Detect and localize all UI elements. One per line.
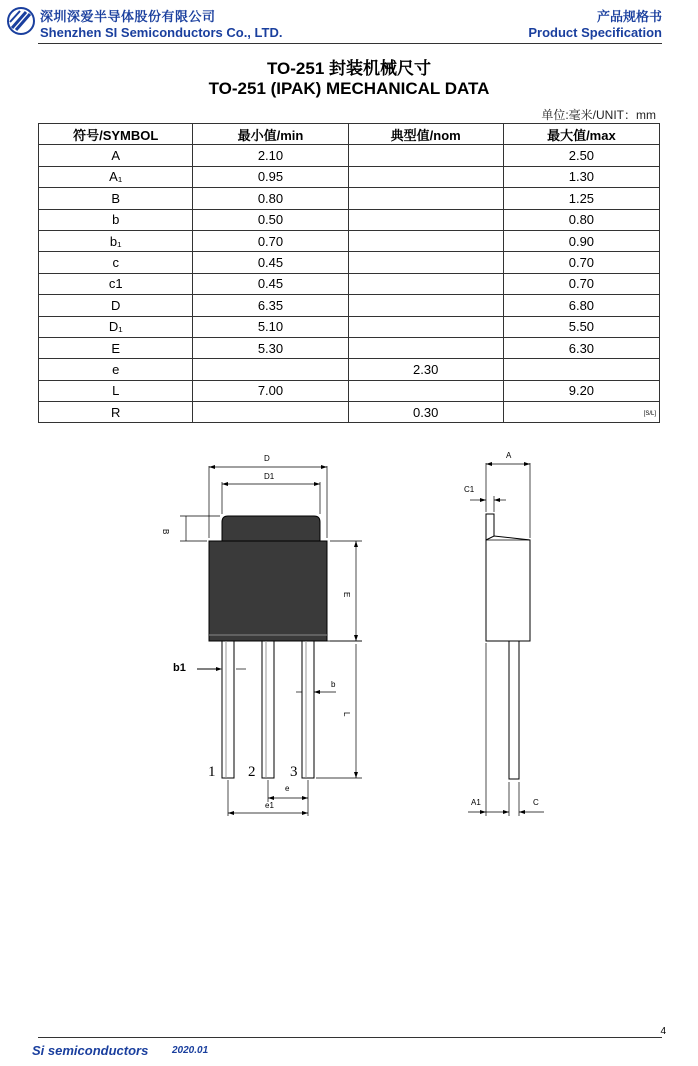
cell-min: 6.35: [193, 295, 348, 316]
lead-3: [302, 641, 314, 778]
cell-symbol: c: [39, 252, 193, 273]
header-divider: [38, 43, 662, 44]
cell-nom: [348, 337, 503, 358]
label-e: E: [342, 592, 351, 598]
table-row: [39, 337, 660, 358]
cell-max: 1.30: [503, 166, 659, 187]
package-body: [209, 541, 327, 641]
cell-min: 0.70: [193, 230, 348, 251]
label-a1: A1: [471, 798, 481, 807]
label-c: C: [533, 798, 539, 807]
page-number: 4: [660, 1026, 666, 1037]
pin-2-number: 2: [248, 764, 256, 780]
label-e1: e1: [265, 801, 274, 810]
company-name-en: Shenzhen SI Semiconductors Co., LTD.: [40, 25, 283, 40]
cell-nom: [348, 273, 503, 294]
table-row: [39, 273, 660, 294]
cell-nom: [348, 188, 503, 209]
dim-b1-arrow: [216, 667, 222, 671]
cell-nom: 0.30: [348, 402, 503, 423]
cell-min: 5.30: [193, 337, 348, 358]
package-drawing: [0, 430, 698, 830]
footer-divider: [38, 1037, 662, 1038]
cell-symbol: c1: [39, 273, 193, 294]
cell-symbol: e: [39, 359, 193, 380]
table-row: [39, 188, 660, 209]
side-lead: [509, 641, 519, 779]
cell-symbol: B: [39, 188, 193, 209]
cell-min: 2.10: [193, 145, 348, 166]
table-row: [39, 359, 660, 380]
cell-nom: [348, 252, 503, 273]
cell-nom: [348, 230, 503, 251]
cell-min: [193, 402, 348, 423]
doc-type-cn: 产品规格书: [596, 9, 662, 24]
cell-max: 0.70: [503, 252, 659, 273]
label-b-small: b: [331, 680, 336, 689]
table-row: [39, 402, 660, 423]
cell-min: 0.95: [193, 166, 348, 187]
package-tab: [222, 516, 320, 541]
page-title-cn: TO-251 封装机械尺寸: [266, 59, 432, 78]
dim-c1-arrows: [480, 498, 500, 502]
cell-nom: [348, 166, 503, 187]
page-header: [0, 0, 698, 46]
cell-max: 5.50: [503, 316, 659, 337]
cell-max: 6.30: [503, 337, 659, 358]
cell-nom: 2.30: [348, 359, 503, 380]
table-row: [39, 316, 660, 337]
doc-type-en: Product Specification: [528, 25, 662, 40]
dim-c-arrow: [519, 810, 525, 814]
header-symbol: 符号/SYMBOL: [39, 124, 193, 145]
cell-nom: [348, 145, 503, 166]
company-logo-icon: [6, 6, 36, 36]
footer-date: 2020.01: [172, 1045, 209, 1056]
label-a: A: [506, 451, 512, 460]
label-d1: D1: [264, 472, 275, 481]
dimension-table: [38, 123, 660, 423]
side-view: [468, 462, 544, 816]
label-c1: C1: [464, 485, 475, 494]
cell-max: 6.80: [503, 295, 659, 316]
table-body: [39, 145, 660, 423]
label-l: L: [342, 712, 351, 717]
dim-b-arrow: [314, 690, 320, 694]
cell-symbol: A₁: [39, 166, 193, 187]
label-b1: b1: [173, 662, 186, 674]
cell-nom: [348, 316, 503, 337]
page-title-en: TO-251 (IPAK) MECHANICAL DATA: [208, 79, 490, 98]
lead-2: [262, 641, 274, 778]
header-nom: 典型值/nom: [348, 124, 503, 145]
cell-min: 0.50: [193, 209, 348, 230]
table-row: [39, 295, 660, 316]
cell-min: 0.80: [193, 188, 348, 209]
cell-symbol: b₁: [39, 230, 193, 251]
table-row: [39, 145, 660, 166]
table-row: [39, 252, 660, 273]
si-tag: [S/L]: [643, 410, 656, 417]
cell-symbol: L: [39, 380, 193, 401]
cell-symbol: D₁: [39, 316, 193, 337]
cell-max: 0.70: [503, 273, 659, 294]
table-row: [39, 209, 660, 230]
pin-3-number: 3: [290, 764, 298, 780]
cell-max: 9.20: [503, 380, 659, 401]
cell-symbol: E: [39, 337, 193, 358]
cell-min: 0.45: [193, 252, 348, 273]
header-max: 最大值/max: [503, 124, 659, 145]
cell-max: 0.80: [503, 209, 659, 230]
header-min: 最小值/min: [193, 124, 348, 145]
pin-1-number: 1: [208, 764, 216, 780]
company-name-cn: 深圳深爱半导体股份有限公司: [40, 9, 216, 24]
cell-max: 1.25: [503, 188, 659, 209]
table-header-row: [39, 124, 660, 145]
cell-min: 0.45: [193, 273, 348, 294]
cell-symbol: b: [39, 209, 193, 230]
cell-max: [503, 402, 659, 423]
cell-max: 0.90: [503, 230, 659, 251]
cell-min: [193, 359, 348, 380]
footer-brand: Si semiconductors: [32, 1043, 149, 1058]
side-body: [486, 536, 530, 641]
label-d: D: [264, 454, 270, 463]
cell-symbol: R: [39, 402, 193, 423]
cell-max: [503, 359, 659, 380]
label-pitch-e: e: [285, 784, 290, 793]
cell-nom: [348, 380, 503, 401]
cell-min: 5.10: [193, 316, 348, 337]
cell-min: 7.00: [193, 380, 348, 401]
lead-1: [222, 641, 234, 778]
cell-symbol: A: [39, 145, 193, 166]
table-row: [39, 380, 660, 401]
label-b: B: [161, 529, 170, 535]
table-row: [39, 166, 660, 187]
dim-l-arrow: [354, 772, 358, 778]
cell-nom: [348, 295, 503, 316]
unit-label: 单位:毫米/UNIT：mm: [541, 108, 656, 122]
cell-symbol: D: [39, 295, 193, 316]
cell-max: 2.50: [503, 145, 659, 166]
table-row: [39, 230, 660, 251]
cell-nom: [348, 209, 503, 230]
